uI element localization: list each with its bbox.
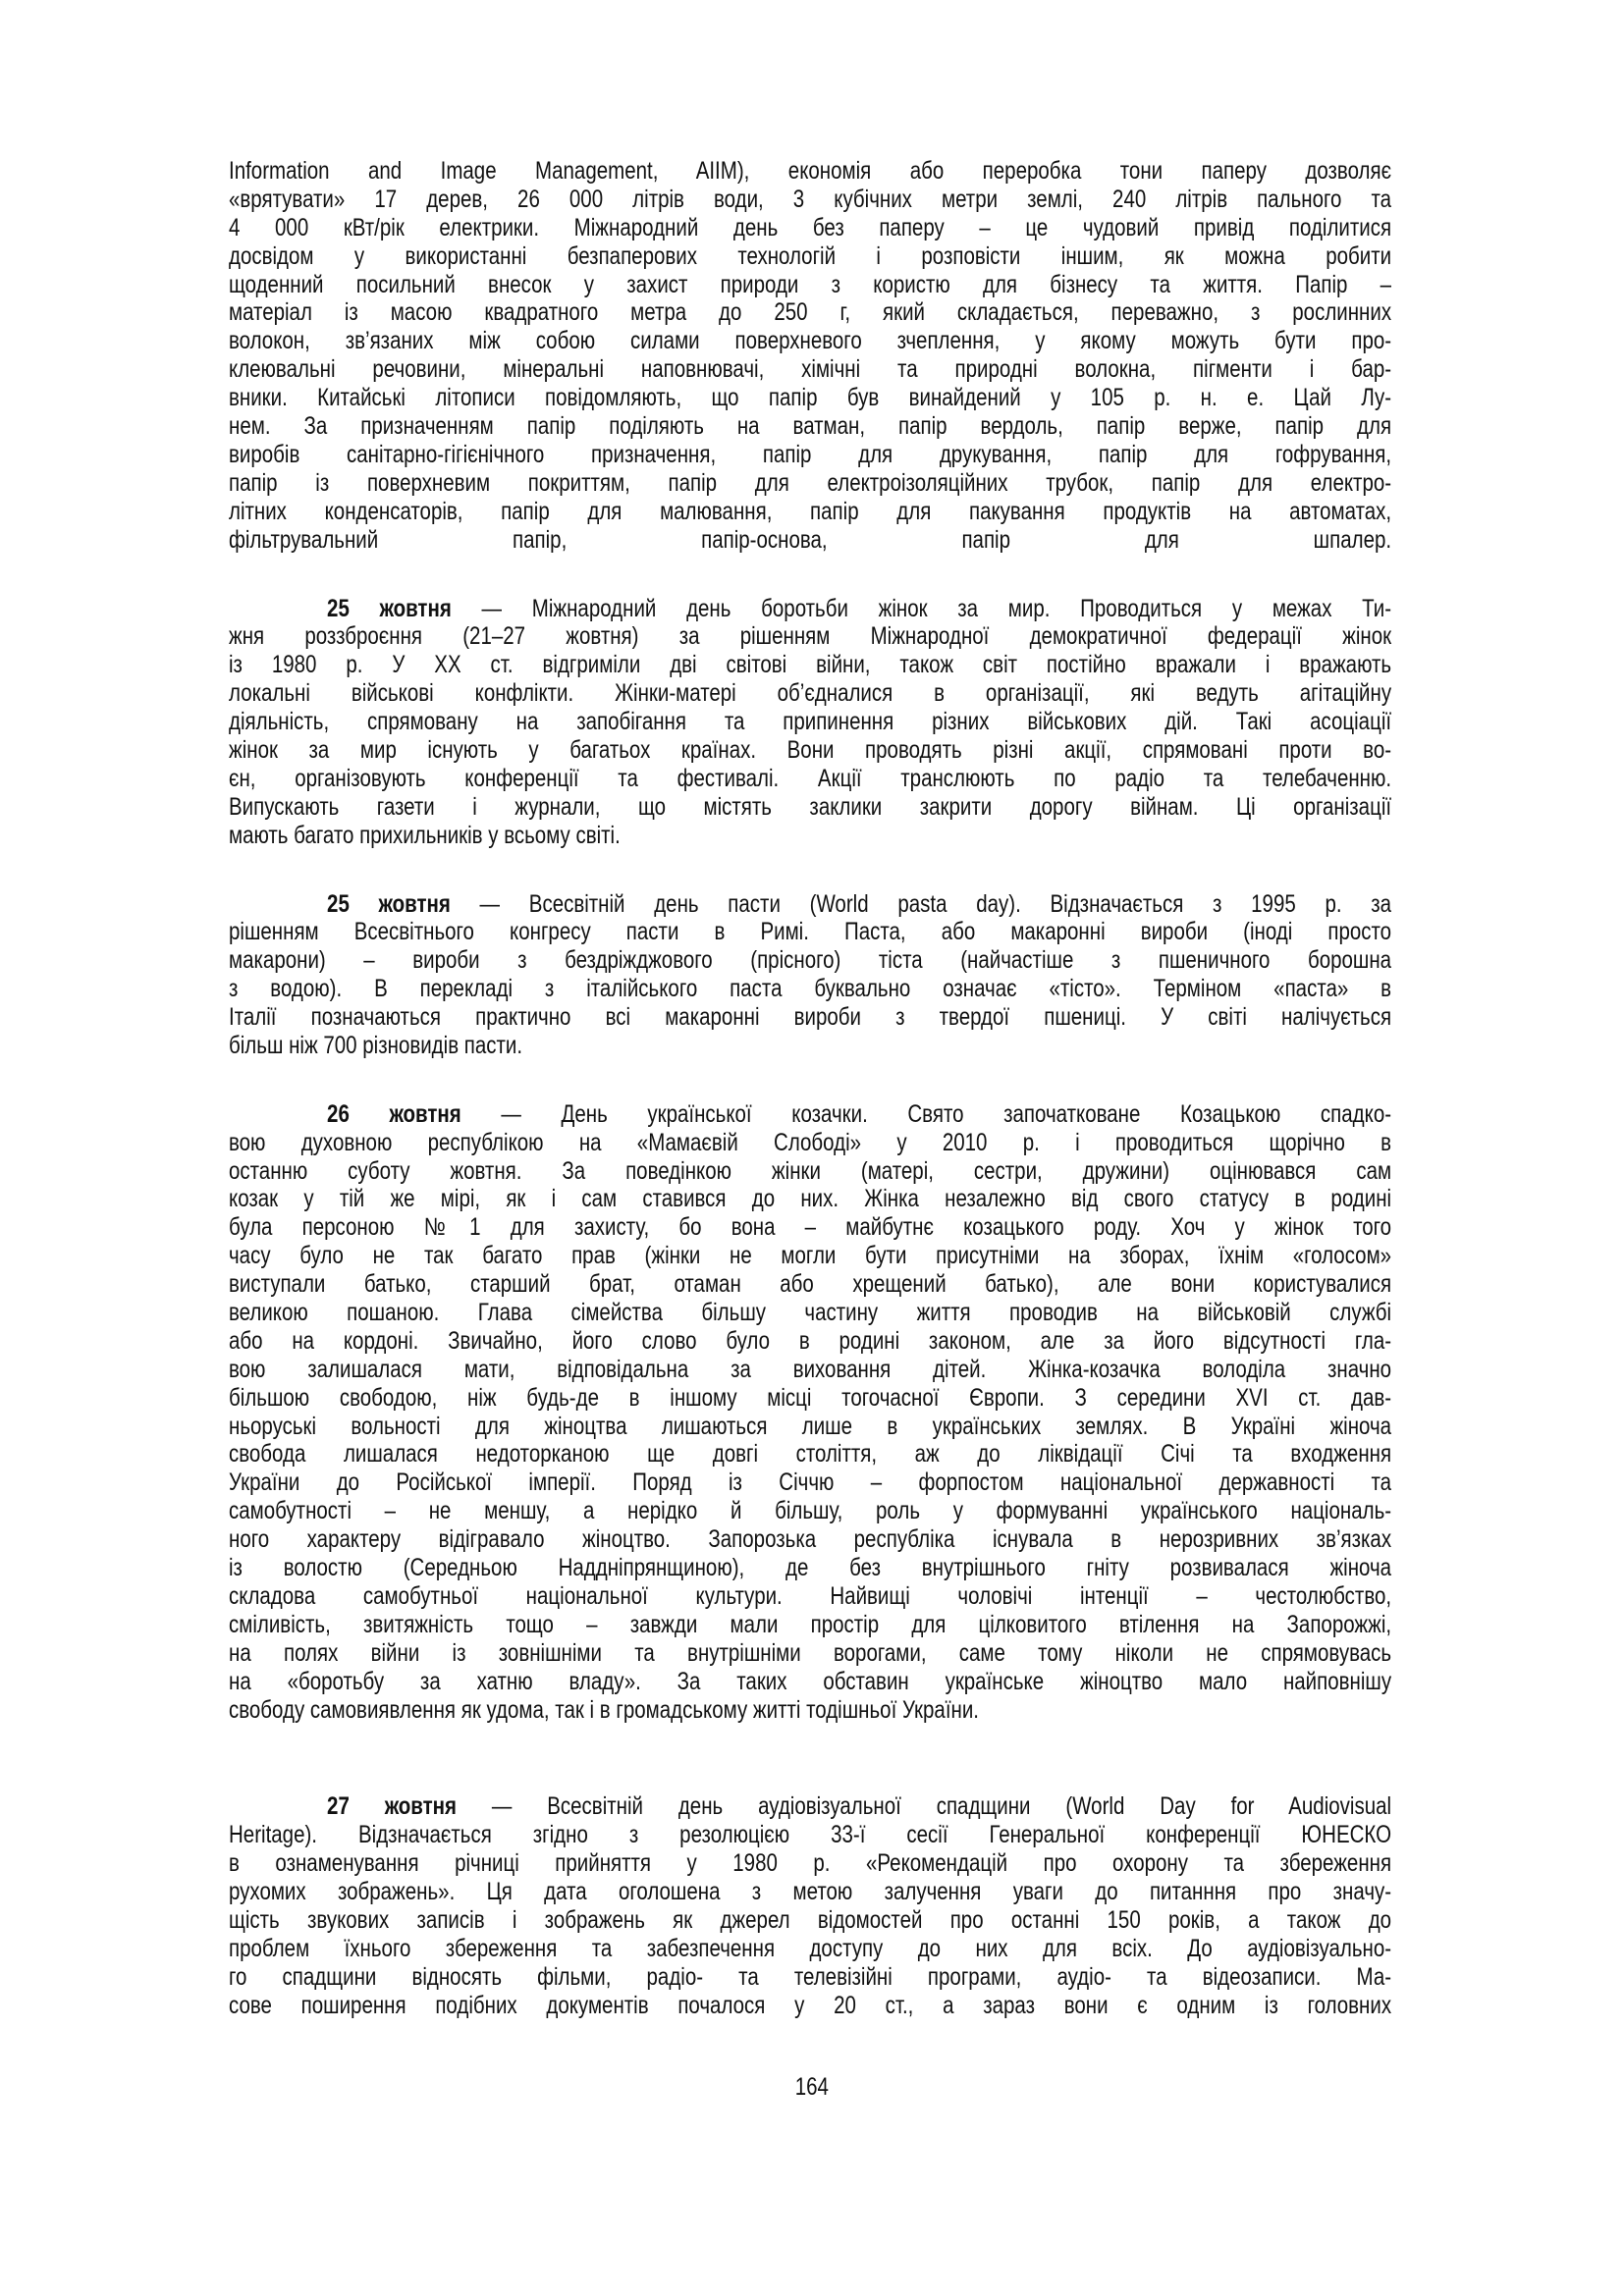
text-line: рухомих зображень». Ця дата оголошена з метою залучення уваги до питанння про значу- (229, 1878, 1392, 1906)
text-line (229, 1792, 1391, 1821)
text-line (229, 554, 1391, 582)
text-line: самобутності – не меншу, а нерідко й більшу, роль у формуванні українського національ- (229, 1497, 1392, 1525)
text-line: Італії позначаються практично всі макаронні вироби з твердої пшениці. У світі налічується (229, 1003, 1392, 1032)
text-line: щість звукових записів і зображень як джерел відомостей про останні 150 років, а також до (229, 1905, 1392, 1934)
text-line: ного характеру відігравало жіноцтво. Запорозька республіка існувала в нерозривних зв’язках (229, 1525, 1392, 1554)
paragraph-paper-continued (229, 157, 1391, 582)
text-line: із волостю (Середньою Наддніпрянщиною), де без внутрішнього гніту розвивалася жіноча (229, 1554, 1392, 1582)
entry-title-text: — Всесвітній день аудіовізуальної спадщини (World Day for Audiovisual (456, 1792, 1392, 1821)
text-line: нем. За призначенням папір поділяють на ватман, папір вердоль, папір верже, папір для (229, 412, 1392, 441)
text-line: виступали батько, старший брат, отаман або хрещений батько), але вони користувалися (229, 1270, 1392, 1299)
text-line: більшою свободою, ніж будь-де в іншому місці тогочасної Європи. З середини XVI ст. дав- (229, 1383, 1392, 1412)
text-line: свободу самовиявлення як удома, так і в громадському житті тодішньої України. (229, 1695, 979, 1724)
text-line: вою духовною республікою на «Мамаєвій Слободі» у 2010 р. і проводиться щорічно в (229, 1128, 1392, 1156)
page-number (0, 2073, 1624, 2102)
text-line: го спадщини відносять фільми, радіо- та телевізійні програми, аудіо- та відеозаписи. Ма- (229, 1962, 1392, 1991)
text-line: останню суботу жовтня. За поведінкою жінки (матері, сестри, дружини) оцінювався сам (229, 1156, 1392, 1185)
text-line: із 1980 р. У ХХ ст. відгриміли дві світові війни, також світ постійно вражали і вражають (229, 651, 1392, 679)
entry-date: 25 жовтня (327, 594, 452, 622)
text-line: була персоною №1 для захисту, бо вона – майбутнє козацького роду. Хоч у жінок того (229, 1213, 1392, 1242)
text-line: досвідом у використанні безпаперових технологій і розповісти іншим, як можна робити (229, 241, 1392, 270)
text-line (229, 595, 1391, 623)
paragraph-audiovisual-heritage-day (229, 1792, 1391, 2019)
text-line: мають багато прихильників у всьому світі. (229, 821, 621, 849)
text-line: на полях війни із зовнішніми та внутрішніми ворогами, саме тому ніколи не спрямовувась (229, 1638, 1392, 1667)
text-line: волокон, зв’язаних між собою силами поверхневого зчеплення, у якому можуть бути про- (229, 327, 1392, 355)
entry-title-text: — День української козачки. Свято започатковане Козацькою спадко- (460, 1099, 1392, 1128)
paragraph-world-pasta-day (229, 890, 1391, 1060)
text-line: щоденний посильний внесок у захист природи з користю для бізнесу та життя. Папір – (229, 270, 1392, 298)
text-line: фільтрувальний папір, папір-основа, папір для шпалер. (229, 525, 1392, 554)
text-line: макарони) – вироби з бездріжджового (прісного) тіста (найчастіше з пшеничного борошна (229, 946, 1392, 975)
text-line: клеювальні речовини, мінеральні наповнювачі, хімічні та природні волокна, пігменти і бар- (229, 355, 1392, 384)
text-line: рішенням Всесвітнього конгресу пасти в Римі. Паста, або макаронні вироби (іноді просто (229, 918, 1392, 946)
text-line: матеріал із масою квадратного метра до 250 г, який складається, переважно, з рослинних (229, 298, 1392, 327)
text-line: 4 000 кВт/рік електрики. Міжнародний день без паперу – це чудовий привід поділитися (229, 213, 1392, 241)
text-line: або на кордоні. Звичайно, його слово було в родині законом, але за його відсутності гла- (229, 1326, 1392, 1355)
text-line (229, 890, 1391, 919)
text-line (229, 1100, 1391, 1129)
text-line: ньоруські вольності для жіноцтва лишаються лише в українських землях. В Україні жіноча (229, 1412, 1392, 1440)
text-line: єн, організовують конференції та фестивалі. Акції транслюють по радіо та телебаченню. (229, 764, 1392, 792)
entry-date: 25 жовтня (327, 889, 451, 918)
text-line: з водою). В перекладі з італійського паста буквально означає «тісто». Терміном «паста» в (229, 975, 1392, 1003)
text-line: козак у тій же мірі, як і сам ставився до них. Жінка незалежно від свого статусу в родині (229, 1185, 1392, 1213)
text-line: локальні військові конфлікти. Жінки-матері об’єдналися в організації, які ведуть агітаційну (229, 679, 1392, 708)
text-line: України до Російської імперії. Поряд із Січчю – форпостом національної державності та (229, 1468, 1392, 1497)
text-line: вою залишалася мати, відповідальна за виховання дітей. Жінка-козачка володіла значно (229, 1355, 1392, 1383)
text-line: складова самобутньої національної культури. Найвищі чоловічі інтенції – честолюбство, (229, 1581, 1392, 1610)
text-line: діяльність, спрямовану на запобігання та припинення різних військових дій. Такі асоціації (229, 708, 1392, 736)
entry-date: 27 жовтня (327, 1792, 457, 1821)
entry-title-text: — Всесвітній день пасти (World pasta day). Відзначається з 1995 р. за (450, 889, 1392, 918)
text-line: «врятувати» 17 дерев, 26 000 літрів води, 3 кубічних метри землі, 240 літрів пального та (229, 185, 1392, 213)
text-line: сове поширення подібних документів почалося у 20 ст., а зараз вони є одним із головних (229, 1991, 1392, 2019)
text-line: Heritage). Відзначається згідно з резолюцією 33-ї сесії Генеральної конференції ЮНЕСКО (229, 1821, 1392, 1849)
text-line: жінок за мир існують у багатьох країнах. Вони проводять різні акції, спрямовані проти во- (229, 735, 1392, 764)
text-line: жня роззброєння (21–27 жовтня) за рішенням Міжнародної демократичної федерації жінок (229, 622, 1392, 651)
text-line: на «боротьбу за хатню владу». За таких обставин українське жіноцтво мало найповнішу (229, 1667, 1392, 1695)
text-line: в ознаменування річниці прийняття у 1980 р. «Рекомендацій про охорону та збереження (229, 1849, 1392, 1878)
text-line: часу було не так багато прав (жінки не могли бути присутніми на зборах, їхнім «голосом» (229, 1242, 1392, 1270)
text-line: вники. Китайські літописи повідомляють, що папір був винайдений у 105 р. н. е. Цай Лу- (229, 384, 1392, 412)
text-line: проблем їхнього збереження та забезпечення доступу до них для всіх. До аудіовізуально- (229, 1934, 1392, 1962)
text-line: Випускають газети і журнали, що містять заклики закрити дорогу війнам. Ці організації (229, 792, 1392, 821)
text-line: сміливість, звитяжність тощо – завжди мали простір для цілковитого втілення на Запорожжі, (229, 1610, 1392, 1638)
text-line: виробів санітарно-гігієнічного призначення, папір для друкування, папір для гофрування, (229, 440, 1392, 468)
text-line: великою пошаною. Глава сімейства більшу частину життя проводив на військовій службі (229, 1299, 1392, 1327)
page-number-text: 164 (794, 2073, 830, 2101)
paragraph-women-peace-day (229, 595, 1391, 850)
paragraph-ukrainian-kozachka-day (229, 1100, 1391, 1725)
text-line: більш ніж 700 різновидів пасти. (229, 1031, 523, 1059)
entry-date: 26 жовтня (327, 1099, 461, 1128)
text-line: свобода лишалася недоторканою ще довгі століття, аж до ліквідації Січі та входження (229, 1440, 1392, 1468)
entry-title-text: — Міжнародний день боротьби жінок за мир. Проводиться у межах Ти- (451, 594, 1392, 622)
text-line: папір із поверхневим покриттям, папір для електроізоляційних трубок, папір для електро- (229, 468, 1392, 497)
text-line: літних конденсаторів, папір для малювання, папір для пакування продуктів на автоматах, (229, 497, 1392, 525)
text-line: Information and Image Management, AIIM), економія або переробка тони паперу дозволяє (229, 157, 1392, 185)
